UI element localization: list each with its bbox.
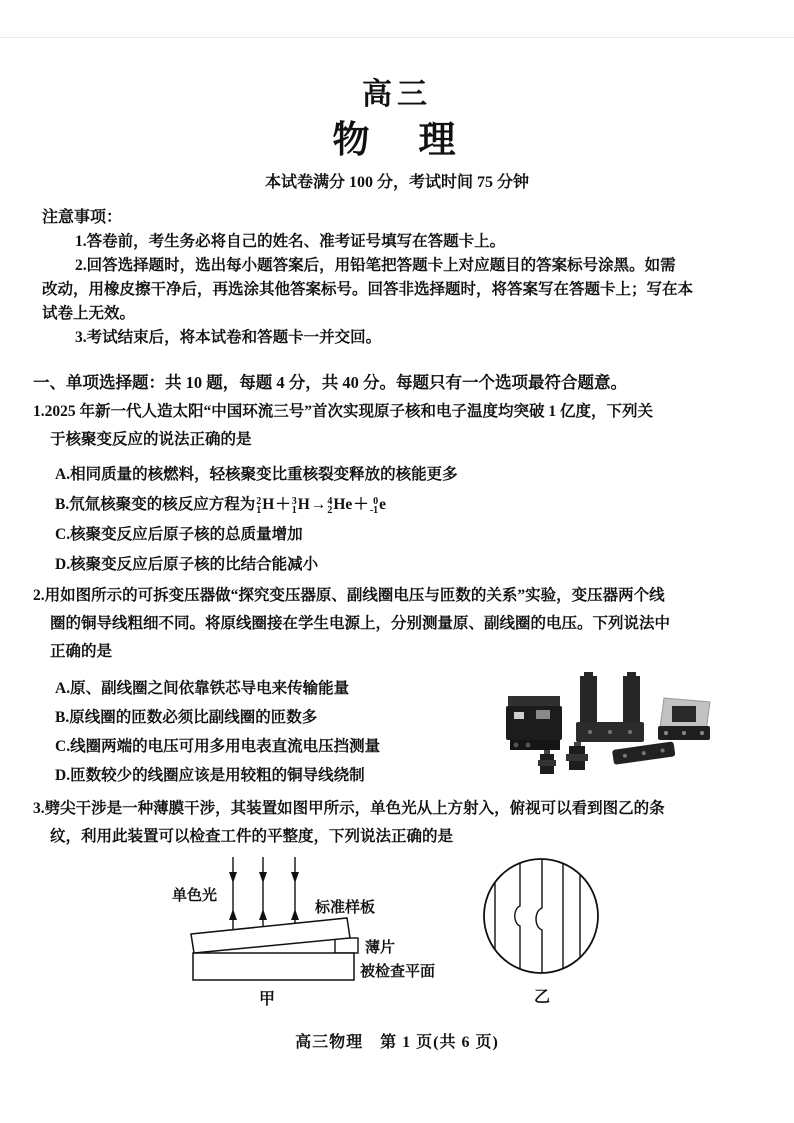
standard-template-shape (191, 918, 350, 953)
fringe-pattern-diagram (467, 852, 627, 1012)
left-coil-icon (506, 696, 562, 750)
page-footer: 高三物理 第 1 页(共 6 页) (295, 1034, 499, 1051)
question-1-option-c: C.核聚变反应后原子核的总质量增加 (55, 526, 303, 543)
thin-sheet-shape (335, 938, 358, 953)
exam-info: 本试卷满分 100 分，考试时间 75 分钟 (264, 174, 529, 191)
subject-title: 物 理 (332, 120, 462, 161)
clamp-icon (538, 750, 556, 774)
question-1-option-b-text: B.氘氚核聚变的核反应方程为 (55, 496, 256, 513)
yoke-bar-icon (612, 741, 675, 764)
question-2-option-c: C.线圈两端的电压可用多用电表直流电压挡测量 (55, 738, 381, 755)
ray-arrowheads-icon (229, 872, 299, 920)
notice-item-3: 3.考试结束后，将本试卷和答题卡一并交回。 (75, 329, 382, 346)
question-2-stem-line-1: 2.用如图所示的可拆变压器做“探究变压器原、副线圈电压与匝数的关系”实验，变压器两个线 (33, 587, 665, 604)
wedge-interference-diagram (147, 852, 477, 1014)
field-of-view-circle (484, 859, 598, 973)
scan-edge-line (0, 37, 794, 38)
question-1-stem-line-1: 1.2025 年新一代人造太阳“中国环流三号”首次实现原子核和电子温度均突破 1 亿度，下列关 (33, 403, 654, 420)
notice-item-1: 1.答卷前，考生务必将自己的姓名、准考证号填写在答题卡上。 (75, 233, 506, 250)
u-core-icon (576, 672, 644, 742)
question-2-stem-line-3: 正确的是 (50, 643, 113, 660)
notice-item-2-line-2: 改动，用橡皮擦干净后，再选涂其他答案标号。回答非选择题时，将答案写在答题卡上；写在本 (42, 281, 694, 298)
question-1 (33, 398, 761, 580)
question-3-figures (33, 848, 761, 1023)
question-2 (33, 582, 761, 790)
figure-yi-caption: 乙 (534, 989, 551, 1006)
question-1-stem-line-2: 于核聚变反应的说法正确的是 (50, 431, 252, 448)
title-block (0, 76, 794, 194)
section-heading: 一、单项选择题：共 10 题，每题 4 分，共 40 分。每题只有一个选项最符合题意。 (33, 373, 627, 392)
grade-title: 高三 (362, 78, 432, 111)
question-2-stem-line-2: 圈的铜导线粗细不同。将原线圈接在学生电源上，分别测量原、副线圈的电压。下列说法中 (50, 615, 671, 632)
question-1-option-a: A.相同质量的核燃料，轻核聚变比重核裂变释放的核能更多 (55, 466, 458, 483)
figure-jia-caption: 甲 (259, 991, 276, 1008)
question-3-stem-line-1: 3.劈尖干涉是一种薄膜干涉，其装置如图甲所示，单色光从上方射入，俯视可以看到图乙的条 (33, 800, 665, 817)
checked-surface-shape (193, 953, 354, 980)
notice-item-2-line-3: 试卷上无效。 (42, 305, 136, 322)
thin-sheet-label: 薄片 (365, 940, 396, 956)
notice-item-2-line-1: 2.回答选择题时，选出每小题答案后，用铅笔把答题卡上对应题目的答案标号涂黑。如需 (75, 257, 676, 274)
fringe-lines-icon (495, 859, 580, 973)
notice-heading: 注意事项： (42, 209, 123, 226)
right-coil-icon (658, 698, 710, 740)
question-2-option-a: A.原、副线圈之间依靠铁芯导电来传输能量 (55, 680, 350, 697)
question-2-option-b: B.原线圈的匝数必须比副线圈的匝数多 (55, 709, 318, 726)
question-1-option-d: D.核聚变反应后原子核的比结合能减小 (55, 556, 319, 573)
nuclear-equation: 2 1 H ＋ 3 1 H → 4 2 He ＋ 0 -1 e (256, 496, 387, 516)
clamp-icon (566, 742, 588, 770)
question-1-options (33, 460, 761, 580)
question-2-option-d: D.匝数较少的线圈应该是用较粗的铜导线绕制 (55, 767, 365, 784)
question-3-stem-line-2: 纹，利用此装置可以检查工件的平整度，下列说法正确的是 (50, 828, 454, 845)
monochromatic-light-label: 单色光 (172, 888, 218, 904)
question-3 (33, 795, 761, 851)
checked-surface-label: 被检查平面 (360, 964, 436, 980)
notice-section (33, 206, 761, 350)
transformer-parts-photo (500, 650, 758, 790)
standard-template-label: 标准样板 (315, 900, 376, 916)
question-1-option-b (33, 490, 761, 520)
